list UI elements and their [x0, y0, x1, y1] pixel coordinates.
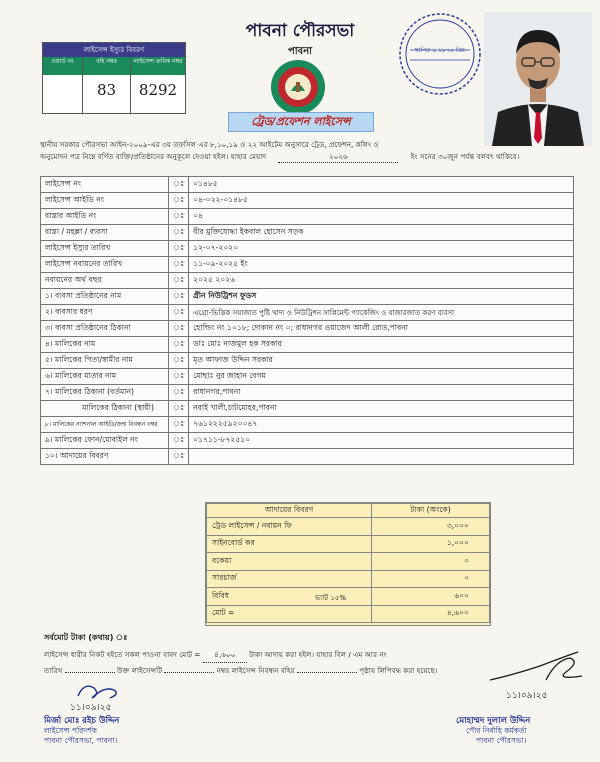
fee-row [207, 588, 490, 606]
collection-suffix: টাকা আদায় করা হইল। যাহার বিল / এম আর নং [249, 650, 387, 659]
row-colon: ঃ [169, 241, 189, 257]
executive-sign-date: ১১।০৯।২৫ [506, 691, 548, 701]
ward-column [43, 57, 83, 113]
fee-amount: ৬০০ [372, 588, 490, 606]
row-label: রাস্তার আইডি নং [41, 209, 169, 225]
row-label: রাস্তা / মহল্লা / ব্যবসা [41, 225, 169, 241]
row-colon: ঃ [169, 273, 189, 289]
municipality-subtitle: পাবনা [287, 46, 313, 57]
row-label: ৬। মালিকের মাতার নাম [41, 369, 169, 385]
reg-page-label: পৃষ্ঠায় লিপিবদ্ধ করা হয়েছে। [359, 666, 438, 675]
fee-desc-header: আদায়ের বিবরণ [207, 504, 372, 518]
row-label: ৩। ব্যবসা প্রতিষ্ঠানের ঠিকানা [41, 321, 169, 337]
table-row [41, 257, 574, 273]
table-row [41, 177, 574, 193]
row-label: ৭। মালিকের ঠিকানা (বর্তমান) [41, 385, 169, 401]
fee-row [207, 518, 490, 536]
table-row [41, 289, 574, 305]
row-colon: ঃ [169, 337, 189, 353]
intro-line-2 [40, 151, 592, 163]
table-row [41, 449, 574, 465]
executive-role: পৌর নির্বাহি কর্মকর্তা [466, 726, 527, 735]
executive-name: মোহাম্মদ দুলাল উদ্দিন [456, 716, 531, 726]
book-label: বহি নম্বর [83, 57, 130, 75]
fee-total-row [207, 605, 490, 623]
table-row [41, 433, 574, 449]
executive-signature-block [446, 680, 596, 756]
row-label: ৮। মালিকের ন্যাশনাল আইডি/জন্ম নিবন্ধন নম্বর [41, 417, 169, 433]
serial-box-heading: লাইসেন্স ইস্যুর বিবরণ [43, 43, 185, 57]
collection-amount: ৪,৬০০ [203, 650, 247, 663]
inspector-signature-block [44, 680, 184, 756]
table-row [41, 417, 574, 433]
collection-prefix: লাইসেন্স ধারীর নিকট হইতে সকল পাওনা বাবদ মোট = [44, 650, 201, 659]
row-colon: ঃ [169, 225, 189, 241]
fee-desc: বিবিধ [212, 590, 230, 600]
reg-book-label: নম্বর লাইসেন্স নিবন্ধন বহির [216, 666, 295, 675]
row-value: ০৪-০২২-০১৪৮৫ [189, 193, 574, 209]
reg-number-blank [164, 672, 214, 673]
row-label: ৪। মালিকের নাম [41, 337, 169, 353]
book-column [83, 57, 131, 113]
inspector-role: লাইসেন্স পরিদর্শক [44, 726, 97, 735]
fee-desc: বকেয়া [207, 553, 372, 571]
serial-value: 8292 [138, 81, 178, 99]
table-row [41, 385, 574, 401]
inspector-name: মির্জা মোঃ রইচ উদ্দিন [44, 716, 120, 726]
municipality-title: পাবনা পৌরসভা [245, 21, 355, 41]
row-colon: ঃ [169, 289, 189, 305]
license-type-banner: ট্রেড/প্রফেশন লাইসেন্স [228, 112, 374, 132]
row-colon: ঃ [169, 449, 189, 465]
reg-page-blank [297, 672, 357, 673]
row-label: ১। ব্যবসা প্রতিষ্ঠানের নাম [41, 289, 169, 305]
vat-label: ভ্যাট ১৫% [315, 594, 347, 602]
license-serial-box [42, 42, 186, 114]
fee-amount: ০ [372, 553, 490, 571]
fee-amount: ০ [372, 570, 490, 588]
row-colon: ঃ [169, 417, 189, 433]
row-value: রাধানগর,পাবনা [189, 385, 574, 401]
row-value: বীর মুক্তিযোদ্ধা ইকবাল হোসেন সড়ক [189, 225, 574, 241]
row-label: লাইসেন্স নং [41, 177, 169, 193]
fee-amount-header: টাকা (অংকে) [372, 504, 490, 518]
fee-amount: ৩,০০০ [372, 518, 490, 536]
executive-signature-icon [486, 650, 586, 686]
intro-line-2-suffix: ইং সনের ৩০জুন পর্যন্ত বলবৎ থাকিবে। [410, 152, 520, 161]
owner-photo [484, 12, 592, 146]
fee-total: ৪,৬০০ [372, 605, 490, 623]
table-row [41, 241, 574, 257]
serial-column [131, 57, 185, 113]
row-colon: ঃ [169, 257, 189, 273]
fee-header-row [207, 504, 490, 518]
row-label: ১০। আদায়ের বিবরণ [41, 449, 169, 465]
fee-desc: সারচার্জ [207, 570, 372, 588]
table-row [41, 209, 574, 225]
row-colon: ঃ [169, 209, 189, 225]
fee-row [207, 535, 490, 553]
row-label: ৫। মালিকের পিতা/স্বামীর নাম [41, 353, 169, 369]
row-colon: ঃ [169, 385, 189, 401]
row-label: নবায়নের অর্থ বছর [41, 273, 169, 289]
fee-table [206, 503, 490, 623]
row-value: মৃত আফাজ উদ্দিন সরকার [189, 353, 574, 369]
row-value: ২০২৫ ২০২৬ [189, 273, 574, 289]
row-value: নরাই খালী,চাটমোহর,পাবনা [189, 401, 574, 417]
row-label: মালিকের ঠিকানা (স্থায়ী) [41, 401, 169, 417]
table-row [41, 225, 574, 241]
table-row [41, 273, 574, 289]
row-value: ০১৪৮৫ [189, 177, 574, 193]
fee-misc-cell [207, 588, 372, 606]
license-details-table [40, 176, 574, 465]
table-row [41, 321, 574, 337]
table-row [41, 401, 574, 417]
row-colon: ঃ [169, 353, 189, 369]
row-label: ২। ব্যবসার ধরণ [41, 305, 169, 321]
row-label: লাইসেন্স আইডি নং [41, 193, 169, 209]
fee-desc: ট্রেড লাইসেন্স / নবায়ন ফি [207, 518, 372, 536]
row-value [189, 449, 574, 465]
seal-text: ছাপিত ৪ ১৮৭৬ খ্রিঃ [414, 47, 466, 54]
row-value: এগ্রো-ভিত্তিক সয়াজাত পুষ্টি খাদ্য ও নিউট্রিশন সাপ্লিমেন্ট প্যাকেজিং ও বাজারজাত করণ ব্যবসা [189, 305, 574, 321]
row-label: ৯। মালিকের ফোন/মোবাইল নং [41, 433, 169, 449]
table-row [41, 337, 574, 353]
row-value: ১১-০৯-২০২৫ ইং [189, 257, 574, 273]
intro-line-1: স্থানীয় সরকার পৌরসভা আইন-২০০৯-এর ৩য় তফসিল এর ৮,১০,১৯ ও ২২ আইটেম অনুসারে ট্রেড, প্রফেশন, কলিং ও [40, 140, 379, 149]
table-row [41, 353, 574, 369]
row-value: ১২-০৭-২০২০ [189, 241, 574, 257]
table-row [41, 305, 574, 321]
fee-breakdown [205, 502, 491, 626]
fee-row [207, 570, 490, 588]
row-colon: ঃ [169, 369, 189, 385]
serial-label: লাইসেন্স ক্রমিক নম্বর [131, 57, 185, 75]
reg-date-label: তারিখ [44, 666, 63, 675]
row-colon: ঃ [169, 305, 189, 321]
row-value: গ্রীন নিউট্রিশন ফুডস [189, 289, 574, 305]
table-row [41, 369, 574, 385]
row-value: মোছাঃ নুর জাহান বেগম [189, 369, 574, 385]
fee-desc: সাইনবোর্ড কর [207, 535, 372, 553]
municipality-emblem-icon [269, 58, 327, 116]
row-label: লাইসেন্স নবায়নের তারিখ [41, 257, 169, 273]
table-row [41, 193, 574, 209]
fee-row [207, 553, 490, 571]
fee-total-label: মোট = [207, 605, 372, 623]
fee-amount: ১,০০০ [372, 535, 490, 553]
row-value: ০১৭১১-৮৭২৫১০ [189, 433, 574, 449]
reg-date-blank [65, 672, 115, 673]
row-value: ০৪ [189, 209, 574, 225]
row-value: ডাঃ মোঃ নাজমুল হক সরকার [189, 337, 574, 353]
inspector-signature-icon [74, 680, 124, 702]
executive-office: পাবনা পৌরসভা। [476, 736, 527, 745]
inspector-sign-date: ১১।০৯।২৫ [70, 703, 112, 713]
row-colon: ঃ [169, 321, 189, 337]
row-colon: ঃ [169, 177, 189, 193]
municipality-seal-stamp [398, 12, 482, 96]
row-label: লাইসেন্স ইস্যুর তারিখ [41, 241, 169, 257]
reg-license-label: উক্ত লাইসেন্সটি [116, 666, 163, 675]
inspector-office: পাবনা পৌরসভা, পাবনা। [44, 736, 118, 745]
owner-portrait-icon [484, 12, 592, 146]
row-colon: ঃ [169, 401, 189, 417]
book-value: 83 [96, 81, 117, 99]
row-value: হোল্ডিং নং ১০১৮; দোকান নং ০; রাধানগর ওয়াজেদ আলী রোড,পাবনা [189, 321, 574, 337]
total-in-words-label: সর্বমোট টাকা (কথায়) ঃ [44, 633, 128, 642]
validity-year: ২০২৬ [278, 151, 398, 163]
row-value: ৭৬১২২২৫৯২০০৪৭ [189, 417, 574, 433]
ward-label: ওয়ার্ড নং [43, 57, 82, 75]
intro-line-2-prefix: অনুমোদন পত্র নিম্নে বর্ণিত ব্যক্তি/প্রতিষ্ঠানের অনুকূলে দেওয়া হইল। যাহার মেয়াদ [40, 152, 267, 161]
row-colon: ঃ [169, 433, 189, 449]
row-colon: ঃ [169, 193, 189, 209]
